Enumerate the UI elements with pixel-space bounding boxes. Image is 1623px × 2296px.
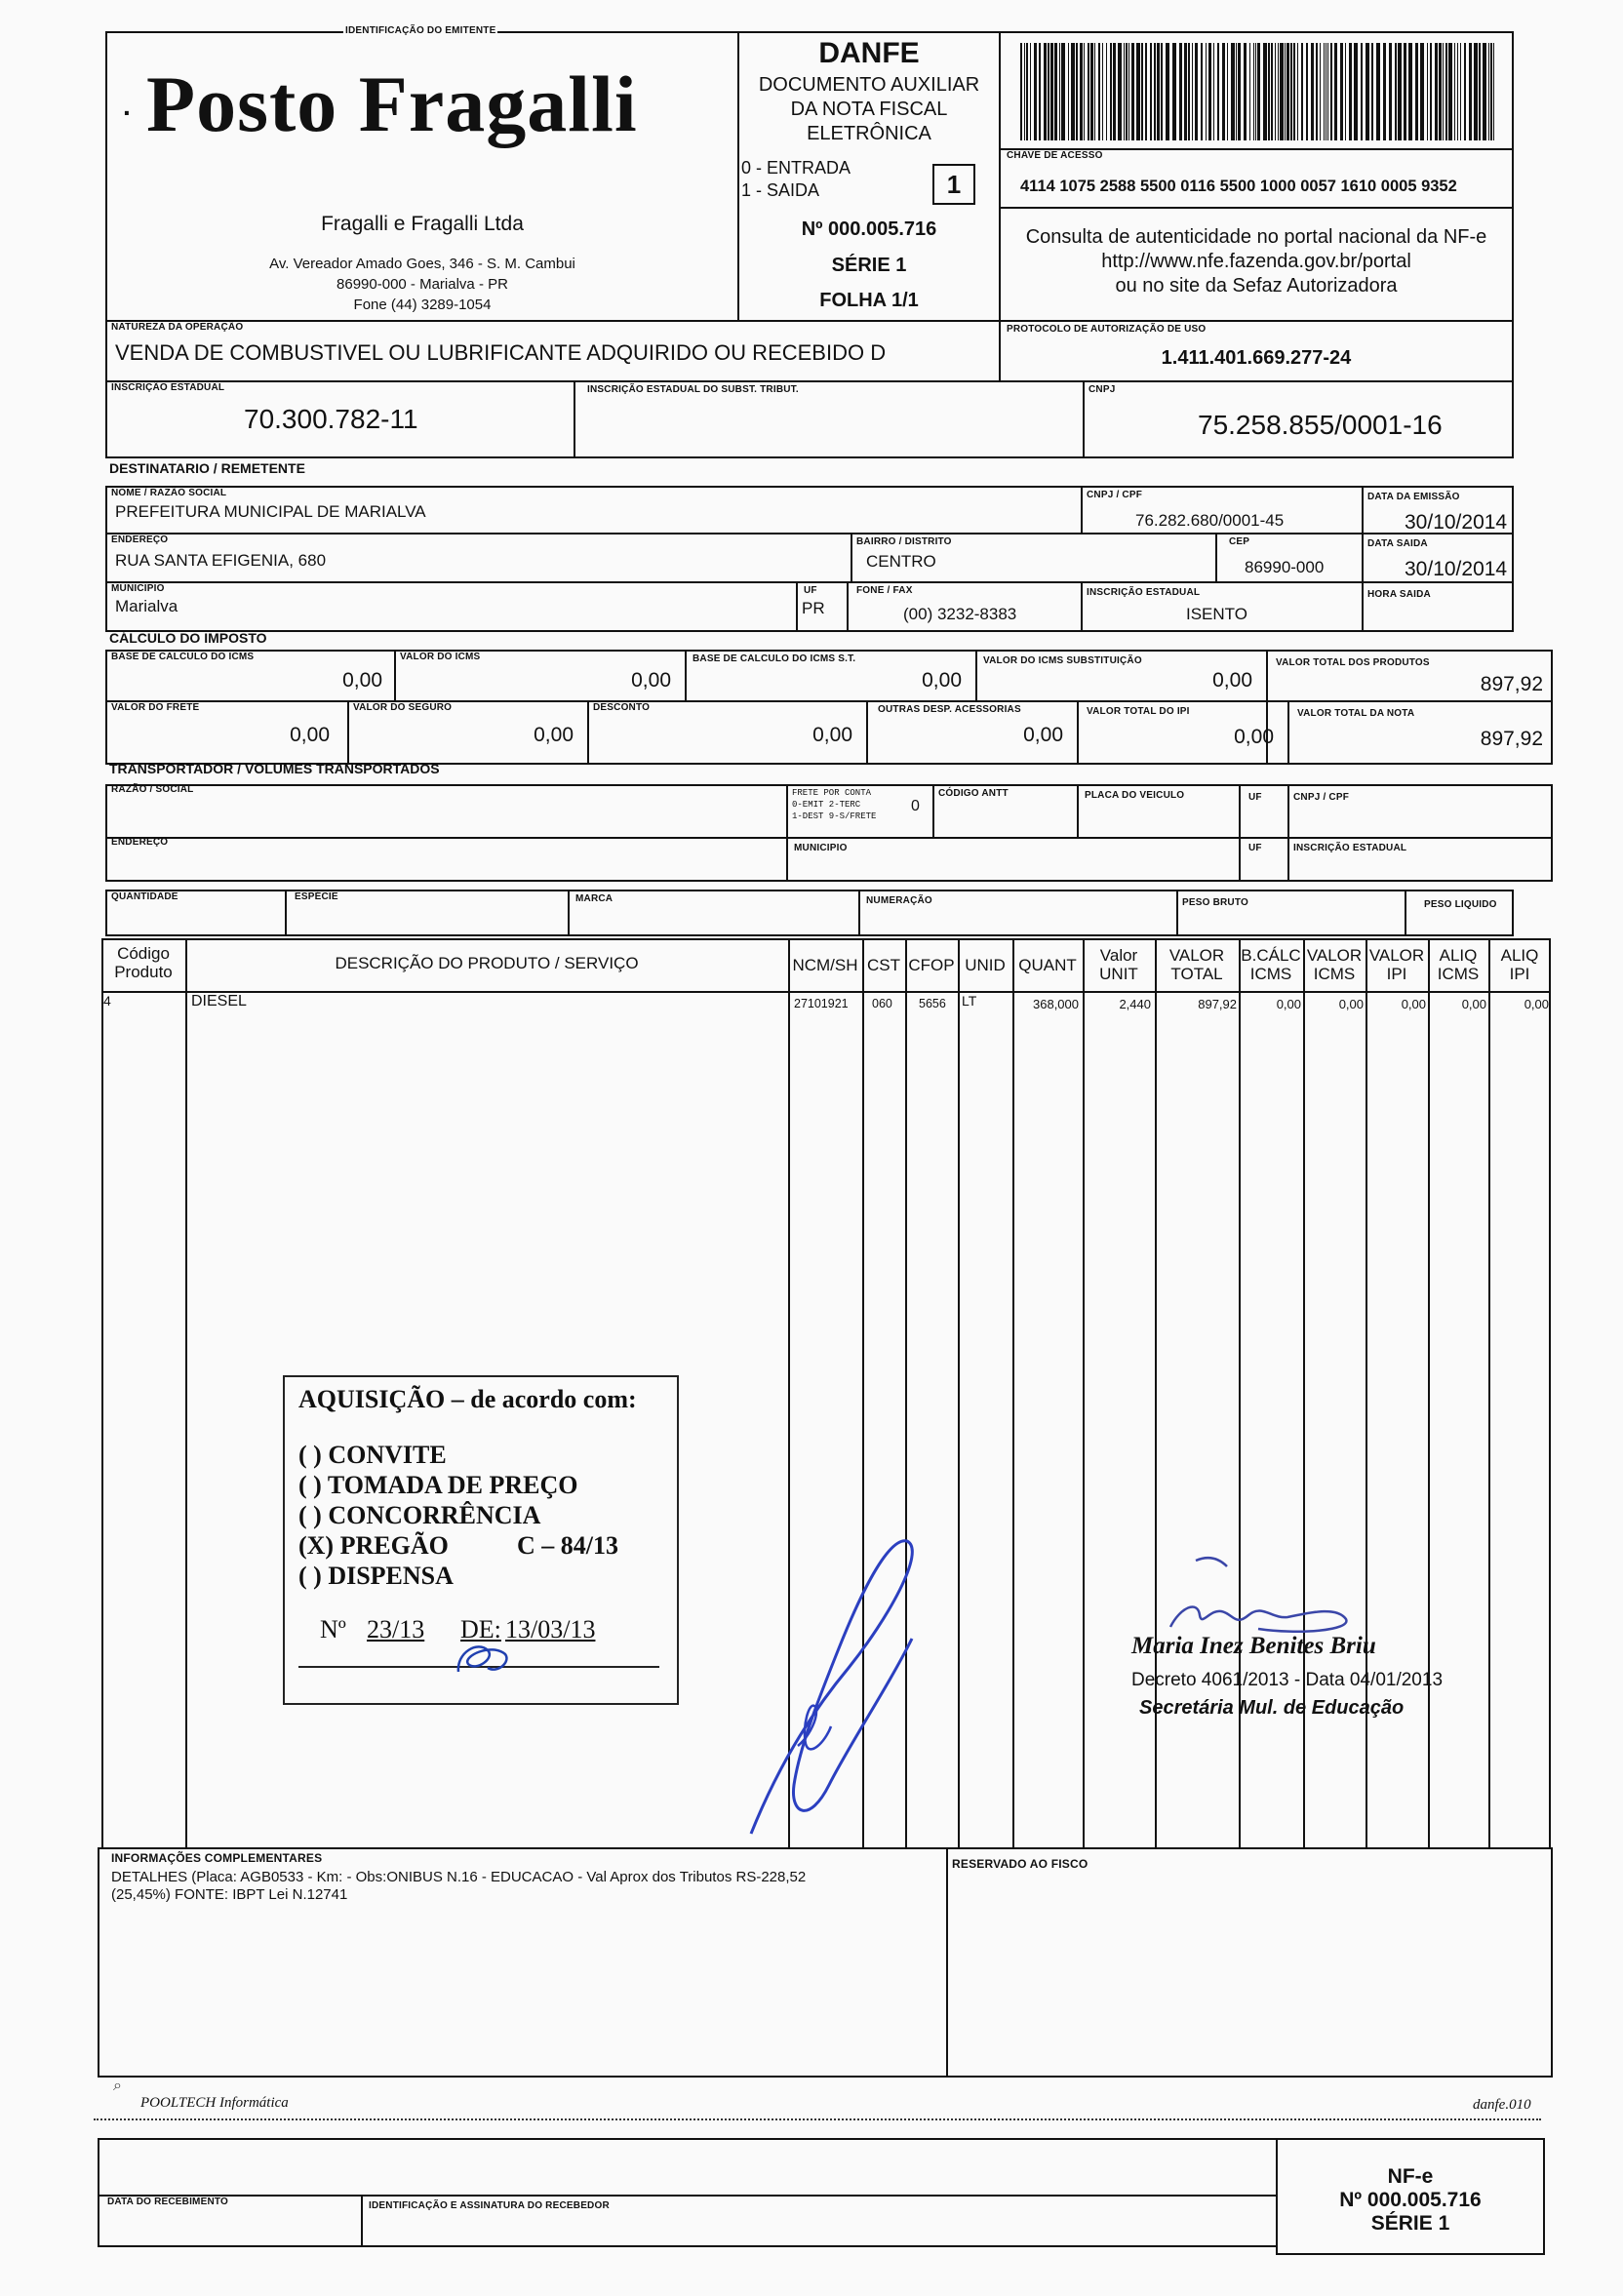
hdr-vunit: Valor UNIT bbox=[1099, 946, 1138, 983]
row-vipi: 0,00 bbox=[1401, 997, 1426, 1011]
icms-label: VALOR DO ICMS bbox=[400, 652, 481, 662]
transp-municipio-label: MUNICIPIO bbox=[794, 843, 848, 853]
transportador-section: TRANSPORTADOR / VOLUMES TRANSPORTADOS bbox=[109, 761, 440, 776]
dest-hora-label: HORA SAIDA bbox=[1367, 589, 1431, 600]
ipi: 0,00 bbox=[1234, 726, 1274, 748]
barcode-bar bbox=[1166, 43, 1169, 140]
hdr-vtotal: VALOR TOTAL bbox=[1168, 946, 1225, 983]
danfe-entrada: 0 - ENTRADA bbox=[741, 158, 851, 178]
barcode-bar bbox=[1257, 43, 1260, 140]
transp-cnpj-label: CNPJ / CPF bbox=[1293, 792, 1350, 803]
chave-label: CHAVE DE ACESSO bbox=[1007, 150, 1103, 161]
ie-st-label: INSCRIÇÃO ESTADUAL DO SUBST. TRIBUT. bbox=[587, 384, 799, 395]
consulta-3: ou no site da Sefaz Autorizadora bbox=[1115, 275, 1398, 297]
row-vicms: 0,00 bbox=[1338, 997, 1364, 1011]
barcode-bar bbox=[1408, 43, 1412, 140]
cut-line bbox=[94, 2118, 1541, 2120]
consulta-1: Consulta de autenticidade no portal nacional da NF-e bbox=[1025, 226, 1487, 248]
barcode-bar bbox=[1297, 43, 1298, 140]
row-aicms: 0,00 bbox=[1461, 997, 1486, 1011]
dest-fone-label: FONE / FAX bbox=[856, 585, 913, 596]
hdr-aicms: ALIQ ICMS bbox=[1437, 946, 1480, 983]
barcode-bar bbox=[1030, 43, 1031, 140]
row-cfop: 5656 bbox=[919, 997, 946, 1010]
barcode-bar bbox=[1206, 43, 1207, 140]
barcode-bar bbox=[1320, 43, 1321, 140]
dest-ie: ISENTO bbox=[1186, 605, 1247, 623]
transp-quantidade-label: QUANTIDADE bbox=[111, 891, 178, 902]
barcode-bar bbox=[1094, 43, 1095, 140]
icms: 0,00 bbox=[631, 669, 671, 692]
row-codigo: 4 bbox=[103, 993, 111, 1009]
row-bcalc: 0,00 bbox=[1276, 997, 1301, 1011]
hdr-unid: UNID bbox=[965, 956, 1006, 974]
barcode-bar bbox=[1238, 43, 1241, 140]
danfe-sub2: DA NOTA FISCAL bbox=[790, 99, 948, 120]
cnpj-label: CNPJ bbox=[1089, 384, 1116, 395]
barcode-bar bbox=[1448, 43, 1452, 140]
transp-frete-val: 0 bbox=[911, 798, 920, 814]
hdr-vicms: VALOR ICMS bbox=[1306, 946, 1363, 983]
emitente-razao: Fragalli e Fragalli Ltda bbox=[321, 213, 524, 235]
emitente-fone: Fone (44) 3289-1054 bbox=[353, 297, 492, 313]
barcode-bar bbox=[1195, 43, 1198, 140]
pooltech-icon: ⌕ bbox=[113, 2078, 122, 2094]
barcode-bar bbox=[1201, 43, 1203, 140]
dest-cep-label: CEP bbox=[1229, 536, 1250, 547]
transp-marca-label: MARCA bbox=[575, 893, 614, 904]
row-cst: 060 bbox=[872, 997, 892, 1010]
transp-endereco-label: ENDEREÇO bbox=[111, 837, 169, 848]
transp-uf2-label: UF bbox=[1248, 843, 1262, 853]
danfe-tipo: 1 bbox=[946, 170, 962, 199]
canhoto-serie: SÉRIE 1 bbox=[1370, 2212, 1450, 2235]
barcode-bar bbox=[1287, 43, 1289, 140]
barcode-bar bbox=[1039, 43, 1041, 140]
dest-endereco: RUA SANTA EFIGENIA, 680 bbox=[115, 551, 327, 570]
barcode-bar bbox=[1464, 43, 1466, 140]
barcode-bar bbox=[1316, 43, 1318, 140]
barcode-bar bbox=[1154, 43, 1156, 140]
dest-cnpj: 76.282.680/0001-45 bbox=[1135, 511, 1285, 530]
bc-icms-label: BASE DE CALCULO DO ICMS bbox=[111, 652, 255, 662]
desconto-label: DESCONTO bbox=[593, 702, 651, 713]
danfe-code: danfe.010 bbox=[1473, 2097, 1531, 2113]
icms-st-label: VALOR DO ICMS SUBSTITUIÇÃO bbox=[983, 655, 1142, 666]
stamp-l4b: C – 84/13 bbox=[517, 1531, 618, 1560]
ie-value: 70.300.782-11 bbox=[244, 404, 418, 434]
barcode-bar bbox=[1376, 43, 1380, 140]
stamp-l5: ( ) DISPENSA bbox=[298, 1562, 454, 1590]
stamp-title: AQUISIÇÃO – de acordo com: bbox=[298, 1385, 637, 1413]
barcode-bar bbox=[1136, 43, 1140, 140]
danfe-folha: FOLHA 1/1 bbox=[819, 290, 919, 311]
barcode-bar bbox=[1361, 43, 1363, 140]
dest-fone: (00) 3232-8383 bbox=[903, 605, 1017, 623]
barcode-bar bbox=[1231, 43, 1235, 140]
barcode-bar bbox=[1301, 43, 1303, 140]
stamp-num: 23/13 bbox=[367, 1615, 425, 1643]
barcode-bar bbox=[1253, 43, 1254, 140]
barcode-bar bbox=[1474, 43, 1478, 140]
barcode-bar bbox=[1192, 43, 1193, 140]
barcode-bar bbox=[1395, 43, 1397, 140]
barcode-bar bbox=[1488, 43, 1489, 140]
barcode-bar bbox=[1443, 43, 1444, 140]
barcode-bar bbox=[1293, 43, 1295, 140]
dest-nome: PREFEITURA MUNICIPAL DE MARIALVA bbox=[115, 502, 426, 521]
barcode-bar bbox=[1217, 43, 1219, 140]
barcode-bar bbox=[1249, 43, 1250, 140]
barcode-bar bbox=[1324, 43, 1325, 140]
aquisicao-stamp bbox=[283, 1375, 679, 1705]
barcode-bar bbox=[1268, 43, 1270, 140]
signatory-decreto: Decreto 4061/2013 - Data 04/01/2013 bbox=[1131, 1670, 1444, 1690]
stamp-de-label: DE: bbox=[460, 1615, 501, 1643]
stamp-de: 13/03/13 bbox=[505, 1615, 596, 1643]
barcode bbox=[1020, 43, 1498, 140]
stamp-l1: ( ) CONVITE bbox=[298, 1441, 447, 1469]
barcode-bar bbox=[1034, 43, 1037, 140]
barcode-bar bbox=[1398, 43, 1402, 140]
seguro: 0,00 bbox=[534, 724, 574, 746]
barcode-bar bbox=[1490, 43, 1492, 140]
barcode-bar bbox=[1213, 43, 1214, 140]
row-vunit: 2,440 bbox=[1119, 997, 1151, 1011]
emitente-cidade: 86990-000 - Marialva - PR bbox=[336, 276, 508, 293]
fisco-label: RESERVADO AO FISCO bbox=[952, 1857, 1089, 1871]
barcode-bar bbox=[1349, 43, 1352, 140]
barcode-bar bbox=[1389, 43, 1392, 140]
barcode-bar bbox=[1430, 43, 1432, 140]
bc-icms: 0,00 bbox=[342, 669, 382, 692]
total-nota: 897,92 bbox=[1480, 728, 1543, 750]
danfe-title: DANFE bbox=[818, 37, 920, 69]
row-quant: 368,000 bbox=[1033, 997, 1079, 1011]
transp-antt-label: CÓDIGO ANTT bbox=[938, 788, 1009, 799]
barcode-bar bbox=[1188, 43, 1190, 140]
hdr-bcalc: B.CÁLC ICMS bbox=[1241, 946, 1301, 983]
barcode-bar bbox=[1366, 43, 1369, 140]
canhoto-numero: Nº 000.005.716 bbox=[1339, 2189, 1482, 2211]
danfe-numero: Nº 000.005.716 bbox=[801, 218, 937, 240]
canhoto-box bbox=[98, 2138, 1278, 2247]
barcode-bar bbox=[1345, 43, 1346, 140]
barcode-bar bbox=[1150, 43, 1152, 140]
barcode-bar bbox=[1244, 43, 1247, 140]
barcode-bar bbox=[1371, 43, 1373, 140]
row-descricao: DIESEL bbox=[191, 993, 247, 1009]
dest-saida: 30/10/2014 bbox=[1405, 558, 1508, 580]
row-ncm: 27101921 bbox=[794, 997, 849, 1010]
stamp-num-label: Nº bbox=[320, 1615, 346, 1643]
barcode-bar bbox=[1084, 43, 1085, 140]
hdr-vipi: VALOR IPI bbox=[1368, 946, 1425, 983]
dest-cep: 86990-000 bbox=[1245, 558, 1325, 576]
danfe-sub3: ELETRÔNICA bbox=[807, 123, 931, 144]
barcode-bar bbox=[1415, 43, 1418, 140]
hdr-cfop: CFOP bbox=[908, 956, 955, 974]
barcode-bar bbox=[1208, 43, 1211, 140]
emitente-endereco: Av. Vereador Amado Goes, 346 - S. M. Cambui bbox=[269, 256, 575, 272]
barcode-bar bbox=[1271, 43, 1273, 140]
dest-endereco-label: ENDEREÇO bbox=[111, 534, 169, 545]
hdr-aipi: ALIQ IPI bbox=[1500, 946, 1539, 983]
emitente-ident-label: IDENTIFICAÇÃO DO EMITENTE bbox=[345, 25, 496, 36]
frete: 0,00 bbox=[290, 724, 330, 746]
stamp-initials bbox=[449, 1633, 517, 1682]
barcode-bar bbox=[1493, 43, 1494, 140]
dest-uf-label: UF bbox=[804, 585, 817, 596]
dest-ie-label: INSCRIÇÃO ESTADUAL bbox=[1087, 587, 1201, 598]
barcode-bar bbox=[1285, 43, 1286, 140]
emitente-logo: Posto Fragalli bbox=[146, 59, 638, 148]
stamp-l2: ( ) TOMADA DE PREÇO bbox=[298, 1471, 578, 1499]
total-nota-label: VALOR TOTAL DA NOTA bbox=[1297, 708, 1415, 719]
canhoto-ident-label: IDENTIFICAÇÃO E ASSINATURA DO RECEBEDOR bbox=[369, 2200, 610, 2211]
canhoto-data-label: DATA DO RECEBIMENTO bbox=[107, 2197, 228, 2207]
frete-label: VALOR DO FRETE bbox=[111, 702, 200, 713]
barcode-bar bbox=[1404, 43, 1406, 140]
barcode-bar bbox=[1118, 43, 1122, 140]
dest-bairro: CENTRO bbox=[866, 552, 936, 571]
barcode-bar bbox=[1354, 43, 1358, 140]
barcode-bar bbox=[1311, 43, 1314, 140]
barcode-bar bbox=[1128, 43, 1129, 140]
protocolo-value: 1.411.401.669.277-24 bbox=[1161, 347, 1352, 369]
dest-emissao: 30/10/2014 bbox=[1405, 511, 1508, 534]
transp-frete-l3: 1-DEST 9-S/FRETE bbox=[792, 812, 877, 821]
hdr-descricao: DESCRIÇÃO DO PRODUTO / SERVIÇO bbox=[335, 954, 639, 972]
barcode-bar bbox=[1161, 43, 1163, 140]
barcode-bar bbox=[1236, 43, 1237, 140]
barcode-bar bbox=[1054, 43, 1057, 140]
info-linha1: DETALHES (Placa: AGB0533 - Km: - Obs:ONIBUS N.16 - EDUCACAO - Val Aprox dos Tributos RS-228,52 bbox=[111, 1869, 807, 1885]
transp-razao-label: RAZÃO / SOCIAL bbox=[111, 784, 194, 795]
hdr-quant: QUANT bbox=[1018, 956, 1077, 974]
outras: 0,00 bbox=[1023, 724, 1063, 746]
consulta-2: http://www.nfe.fazenda.gov.br/portal bbox=[1101, 251, 1411, 272]
transp-frete-l1: FRETE POR CONTA bbox=[792, 788, 872, 798]
barcode-bar bbox=[1427, 43, 1428, 140]
barcode-bar bbox=[1278, 43, 1279, 140]
barcode-bar bbox=[1126, 43, 1128, 140]
transp-ie-label: INSCRIÇÃO ESTADUAL bbox=[1293, 843, 1407, 853]
info-linha2: (25,45%) FONTE: IBPT Lei N.12741 bbox=[111, 1886, 348, 1903]
barcode-bar bbox=[1026, 43, 1028, 140]
dest-municipio: Marialva bbox=[115, 597, 178, 615]
barcode-bar bbox=[1227, 43, 1228, 140]
ie-label: INSCRIÇÃO ESTADUAL bbox=[111, 382, 225, 393]
barcode-bar bbox=[1024, 43, 1025, 140]
barcode-bar bbox=[1439, 43, 1442, 140]
blue-signature bbox=[741, 1492, 936, 1843]
transp-uf-label: UF bbox=[1248, 792, 1262, 803]
transp-especie-label: ESPÉCIE bbox=[295, 891, 338, 902]
barcode-bar bbox=[1102, 43, 1103, 140]
dest-emissao-label: DATA DA EMISSÃO bbox=[1367, 492, 1460, 502]
transp-peso-bruto-label: PESO BRUTO bbox=[1182, 897, 1248, 908]
danfe-serie: SÉRIE 1 bbox=[831, 255, 907, 276]
destinatario-section: DESTINATARIO / REMETENTE bbox=[109, 460, 305, 476]
ipi-label: VALOR TOTAL DO IPI bbox=[1087, 706, 1190, 717]
dest-municipio-label: MUNICIPIO bbox=[111, 583, 165, 594]
barcode-bar bbox=[1048, 43, 1049, 140]
barcode-bar bbox=[1306, 43, 1308, 140]
barcode-bar bbox=[1020, 43, 1022, 140]
barcode-bar bbox=[1068, 43, 1069, 140]
hdr-cst: CST bbox=[867, 956, 900, 974]
barcode-bar bbox=[1124, 43, 1125, 140]
row-unid: LT bbox=[962, 993, 977, 1009]
barcode-bar bbox=[1275, 43, 1276, 140]
bc-st-label: BASE DE CALCULO DO ICMS S.T. bbox=[693, 653, 856, 664]
barcode-bar bbox=[1330, 43, 1332, 140]
barcode-bar bbox=[1457, 43, 1458, 140]
stamp-l4a: (X) PREGÃO bbox=[298, 1531, 449, 1560]
barcode-bar bbox=[1483, 43, 1486, 140]
barcode-bar bbox=[1088, 43, 1089, 140]
barcode-bar bbox=[1110, 43, 1112, 140]
logo-dot: · bbox=[123, 98, 133, 128]
bc-st: 0,00 bbox=[922, 669, 962, 692]
barcode-bar bbox=[1479, 43, 1481, 140]
row-aipi: 0,00 bbox=[1524, 997, 1549, 1011]
dest-nome-label: NOME / RAZÃO SOCIAL bbox=[111, 488, 227, 498]
barcode-bar bbox=[1059, 43, 1060, 140]
hdr-ncm: NCM/SH bbox=[792, 956, 858, 974]
barcode-bar bbox=[1383, 43, 1386, 140]
danfe-saida: 1 - SAIDA bbox=[741, 180, 820, 200]
barcode-bar bbox=[1445, 43, 1447, 140]
barcode-bar bbox=[1172, 43, 1176, 140]
imposto-section: CÁLCULO DO IMPOSTO bbox=[109, 630, 267, 646]
stamp-l3: ( ) CONCORRÊNCIA bbox=[298, 1501, 541, 1529]
barcode-bar bbox=[1420, 43, 1424, 140]
danfe-sub1: DOCUMENTO AUXILIAR bbox=[758, 74, 980, 96]
fisco-box bbox=[946, 1847, 1553, 2078]
barcode-bar bbox=[1184, 43, 1187, 140]
barcode-bar bbox=[1454, 43, 1455, 140]
hdr-codigo: Código Produto bbox=[114, 944, 173, 981]
transp-frete-l2: 0-EMIT 2-TERC bbox=[792, 800, 861, 810]
barcode-bar bbox=[1179, 43, 1182, 140]
barcode-bar bbox=[1076, 43, 1078, 140]
barcode-bar bbox=[1106, 43, 1107, 140]
barcode-bar bbox=[1222, 43, 1225, 140]
barcode-bar bbox=[1061, 43, 1065, 140]
barcode-bar bbox=[1263, 43, 1267, 140]
barcode-bar bbox=[1280, 43, 1284, 140]
natureza-value: VENDA DE COMBUSTIVEL OU LUBRIFICANTE ADQUIRIDO OU RECEBIDO D bbox=[115, 340, 887, 365]
barcode-bar bbox=[1460, 43, 1461, 140]
signatory-name: Maria Inez Benites Briu bbox=[1131, 1633, 1376, 1659]
barcode-bar bbox=[1340, 43, 1343, 140]
barcode-bar bbox=[1141, 43, 1143, 140]
barcode-bar bbox=[1145, 43, 1147, 140]
total-prod-label: VALOR TOTAL DOS PRODUTOS bbox=[1276, 657, 1430, 668]
dest-uf: PR bbox=[802, 599, 825, 617]
dest-cnpj-label: CNPJ / CPF bbox=[1087, 490, 1143, 500]
barcode-bar bbox=[1469, 43, 1472, 140]
barcode-bar bbox=[1071, 43, 1075, 140]
barcode-bar bbox=[1080, 43, 1083, 140]
chave-value: 4114 1075 2588 5500 0116 5500 1000 0057 1610 0005 9352 bbox=[1020, 178, 1457, 195]
cnpj-value: 75.258.855/0001-16 bbox=[1198, 410, 1443, 440]
desconto: 0,00 bbox=[812, 724, 852, 746]
protocolo-label: PROTOCOLO DE AUTORIZAÇÃO DE USO bbox=[1007, 324, 1207, 335]
info-label: INFORMAÇÕES COMPLEMENTARES bbox=[111, 1851, 323, 1865]
row-vtotal: 897,92 bbox=[1198, 997, 1237, 1011]
outras-label: OUTRAS DESP. ACESSORIAS bbox=[878, 704, 1021, 715]
transp-numeracao-label: NUMERAÇÃO bbox=[866, 895, 932, 906]
barcode-bar bbox=[1113, 43, 1116, 140]
canhoto-nfe: NF-e bbox=[1387, 2165, 1434, 2188]
software-credit: POOLTECH Informática bbox=[140, 2095, 289, 2111]
barcode-bar bbox=[1334, 43, 1337, 140]
barcode-bar bbox=[1255, 43, 1256, 140]
transp-peso-liquido-label: PESO LIQUIDO bbox=[1424, 899, 1497, 910]
total-prod: 897,92 bbox=[1480, 673, 1543, 695]
dest-saida-label: DATA SAIDA bbox=[1367, 538, 1428, 549]
handwritten-signature bbox=[1151, 1551, 1385, 1639]
transp-placa-label: PLACA DO VEICULO bbox=[1085, 790, 1185, 801]
barcode-bar bbox=[1327, 43, 1328, 140]
barcode-bar bbox=[1290, 43, 1292, 140]
barcode-bar bbox=[1435, 43, 1438, 140]
natureza-label: NATUREZA DA OPERAÇÃO bbox=[111, 322, 244, 333]
seguro-label: VALOR DO SEGURO bbox=[353, 702, 453, 713]
barcode-bar bbox=[1157, 43, 1160, 140]
dest-bairro-label: BAIRRO / DISTRITO bbox=[856, 536, 952, 547]
barcode-bar bbox=[1131, 43, 1134, 140]
icms-st: 0,00 bbox=[1212, 669, 1252, 692]
barcode-bar bbox=[1050, 43, 1053, 140]
barcode-bar bbox=[1044, 43, 1047, 140]
barcode-bar bbox=[1098, 43, 1100, 140]
barcode-bar bbox=[1090, 43, 1093, 140]
signatory-cargo: Secretária Mul. de Educação bbox=[1139, 1697, 1405, 1719]
